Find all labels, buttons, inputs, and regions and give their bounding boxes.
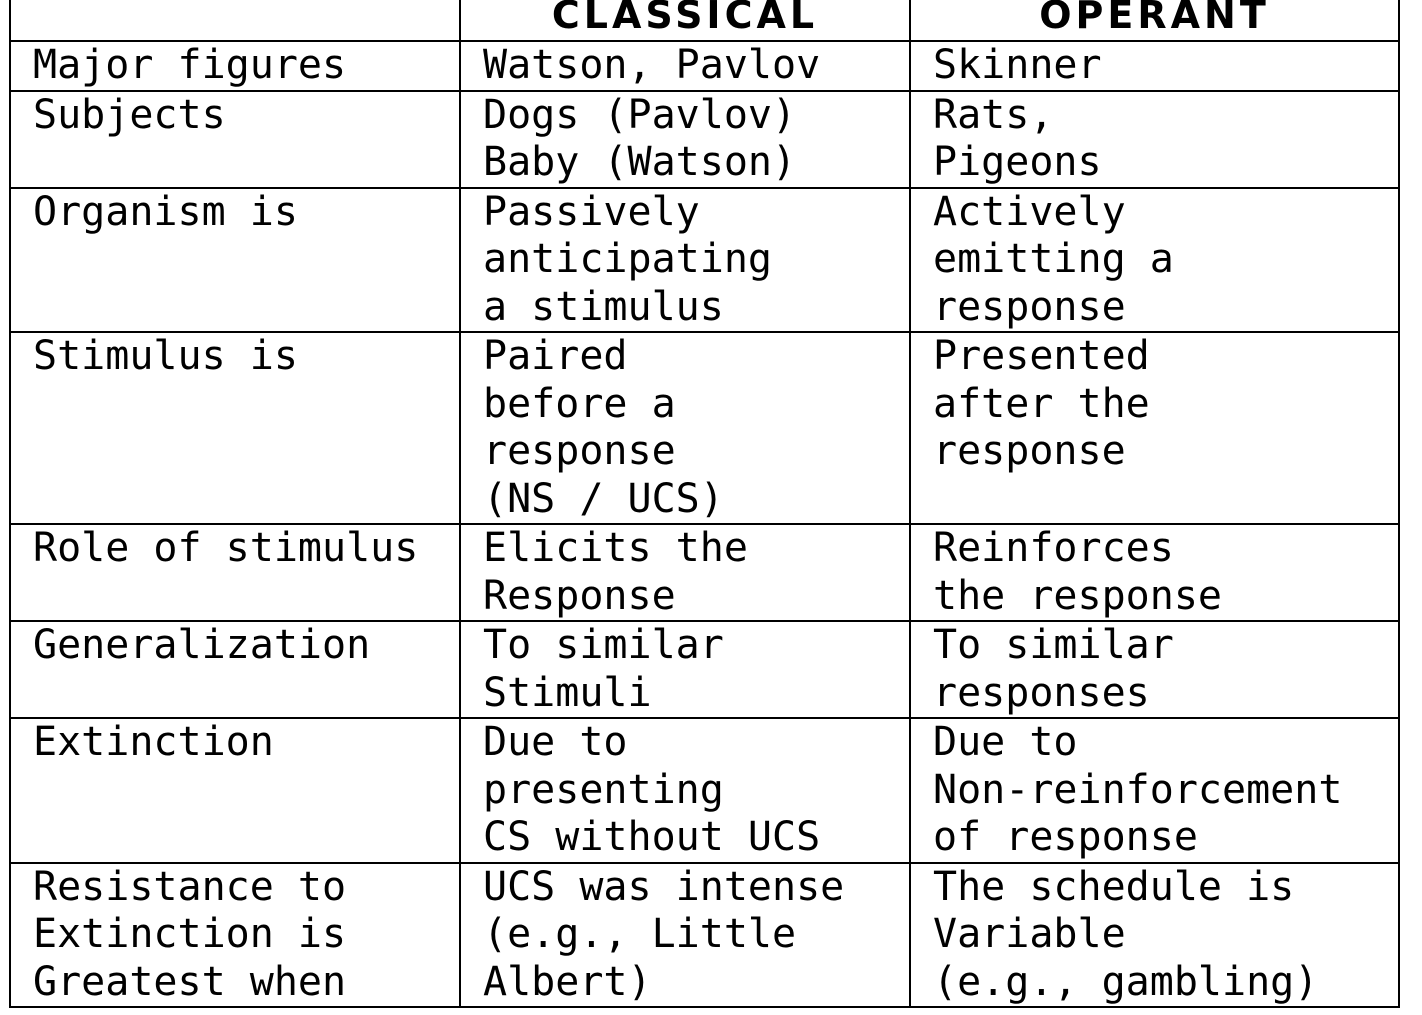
table-row — [10, 621, 1399, 718]
row-label: Organism is — [10, 188, 460, 333]
operant-cell: The schedule is Variable (e.g., gambling) — [910, 863, 1399, 1008]
classical-cell: Due to presenting CS without UCS — [460, 718, 910, 863]
header-blank-cell — [10, 0, 460, 41]
operant-cell: Reinforces the response — [910, 524, 1399, 621]
header-classical: CLASSICAL — [460, 0, 910, 41]
operant-cell: To similar responses — [910, 621, 1399, 718]
row-label: Subjects — [10, 91, 460, 188]
operant-cell: Presented after the response — [910, 332, 1399, 524]
classical-cell: Elicits the Response — [460, 524, 910, 621]
classical-cell: Paired before a response (NS / UCS) — [460, 332, 910, 524]
classical-vs-operant-table — [9, 0, 1400, 1008]
operant-cell: Due to Non-reinforcement of response — [910, 718, 1399, 863]
classical-cell: Passively anticipating a stimulus — [460, 188, 910, 333]
row-label: Resistance to Extinction is Greatest when — [10, 863, 460, 1008]
table-row — [10, 718, 1399, 863]
operant-cell: Rats, Pigeons — [910, 91, 1399, 188]
table-row — [10, 524, 1399, 621]
row-label: Role of stimulus — [10, 524, 460, 621]
row-label: Extinction — [10, 718, 460, 863]
header-row — [10, 0, 1399, 41]
row-label: Generalization — [10, 621, 460, 718]
header-operant: OPERANT — [910, 0, 1399, 41]
classical-cell: To similar Stimuli — [460, 621, 910, 718]
table-row — [10, 41, 1399, 91]
classical-cell: Watson, Pavlov — [460, 41, 910, 91]
table-row — [10, 332, 1399, 524]
operant-cell: Skinner — [910, 41, 1399, 91]
comparison-table-container — [9, 0, 1398, 1008]
table-row — [10, 863, 1399, 1008]
classical-cell: Dogs (Pavlov) Baby (Watson) — [460, 91, 910, 188]
classical-cell: UCS was intense (e.g., Little Albert) — [460, 863, 910, 1008]
row-label: Stimulus is — [10, 332, 460, 524]
row-label: Major figures — [10, 41, 460, 91]
table-row — [10, 91, 1399, 188]
operant-cell: Actively emitting a response — [910, 188, 1399, 333]
table-row — [10, 188, 1399, 333]
